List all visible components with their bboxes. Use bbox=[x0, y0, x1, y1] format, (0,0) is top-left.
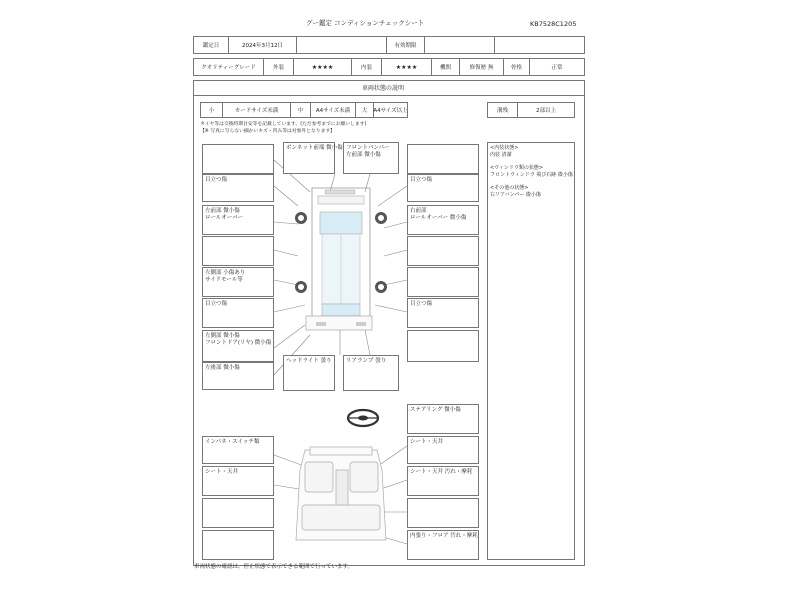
damage-box-right-2 bbox=[407, 174, 479, 202]
panel-title: 車両状態の説明 bbox=[362, 85, 405, 92]
tread-label: 溝残 bbox=[488, 103, 518, 117]
engine-label: 機関 bbox=[432, 59, 460, 75]
remarks-line-1: <内装状態> bbox=[490, 145, 519, 151]
damage-box-front-left bbox=[283, 142, 343, 174]
damage-label: 左側部 小傷あり サイドモール等 bbox=[205, 270, 246, 283]
chassis-value: 正常 bbox=[551, 65, 563, 71]
legend-large-symbol: 大 bbox=[356, 103, 374, 117]
damage-label: インパネ・スイッチ類 bbox=[205, 439, 260, 445]
damage-box-left-4 bbox=[202, 236, 274, 266]
damage-box-right-4 bbox=[407, 236, 479, 266]
damage-label: 目立つ傷 bbox=[410, 301, 433, 307]
interior-box-left-3 bbox=[202, 498, 274, 528]
damage-box-left-7 bbox=[202, 330, 274, 362]
exterior-label: 外装 bbox=[264, 59, 294, 75]
remarks-line-5: <その他の状態> bbox=[490, 185, 529, 191]
damage-label: ヘッドライト 曇り bbox=[286, 358, 332, 364]
interior-box-right-3 bbox=[407, 466, 479, 496]
interior-value: ★★★★ bbox=[382, 59, 432, 75]
remarks-line-3: <ウィンドウ類の状態> bbox=[490, 165, 544, 171]
damage-box-left-3 bbox=[202, 205, 274, 235]
damage-label: 右前部 ロールオーバー 微小傷 bbox=[410, 208, 467, 221]
footer-note: 車両状態の確認は、停止状態で表示できる範囲で行っています。 bbox=[194, 564, 354, 570]
steering-wheel bbox=[348, 410, 378, 426]
legend-small-text: カードサイズ未満 bbox=[223, 103, 291, 117]
damage-box-right-3 bbox=[407, 205, 479, 235]
tire-front-right-icon bbox=[375, 212, 387, 224]
damage-label: フロントバンパー 左前部 微小傷 bbox=[346, 145, 390, 158]
remarks-line-2: 内装 清潔 bbox=[490, 152, 512, 158]
damage-label: シート・天井 汚れ・摩耗 bbox=[410, 469, 473, 475]
tread-value: 2部以上 bbox=[536, 108, 556, 114]
note-line-2: 【※ 写真に写らない細かいキズ・凹み等は対象外となります】 bbox=[200, 129, 335, 134]
legend-large-text: A4サイズ以上 bbox=[373, 108, 408, 114]
damage-label: 目立つ傷 bbox=[410, 177, 433, 183]
damage-box-left-2 bbox=[202, 174, 274, 202]
damage-label: ステアリング 微小傷 bbox=[410, 407, 461, 413]
damage-label: リアランプ 曇り bbox=[346, 358, 387, 364]
damage-label: 左側部 微小傷 フロントドア(リヤ) 微小傷 bbox=[205, 333, 272, 346]
damage-label: 目立つ傷 bbox=[205, 301, 228, 307]
interior-box-right-1 bbox=[407, 404, 479, 434]
sheet-title: グー鑑定 コンディションチェックシート bbox=[306, 19, 425, 27]
damage-box-right-5 bbox=[407, 267, 479, 297]
exterior-value: ★★★★ bbox=[294, 59, 352, 75]
legend-mid-symbol: 中 bbox=[291, 103, 311, 117]
damage-box-left-1 bbox=[202, 144, 274, 174]
valid-label: 有効期限 bbox=[387, 37, 425, 53]
car-interior-view bbox=[296, 447, 386, 540]
damage-label: シート・天井 bbox=[410, 439, 444, 445]
chassis-label: 骨格 bbox=[504, 59, 530, 75]
date-label: 鑑定日 bbox=[194, 37, 229, 53]
damage-box-left-5 bbox=[202, 267, 274, 297]
note-line-1: タイヤ等は交換時期目安等を記載しています。(ただ参考までにお願いします) bbox=[200, 122, 367, 127]
damage-label: シート・天井 bbox=[205, 469, 239, 475]
damage-label: 左後部 微小傷 bbox=[205, 365, 240, 371]
car-top-view bbox=[306, 188, 372, 330]
interior-box-left-1 bbox=[202, 436, 274, 464]
remarks-line-6: 右リアバンパー 微小傷 bbox=[490, 192, 541, 198]
damage-box-right-6 bbox=[407, 298, 479, 328]
damage-box-rear-right bbox=[343, 355, 399, 391]
damage-box-right-1 bbox=[407, 144, 479, 174]
interior-box-left-4 bbox=[202, 530, 274, 560]
interior-box-left-2 bbox=[202, 466, 274, 496]
interior-box-right-4 bbox=[407, 498, 479, 528]
tire-rear-left-icon bbox=[295, 281, 307, 293]
interior-label: 内装 bbox=[352, 59, 382, 75]
remarks-box bbox=[487, 142, 575, 560]
damage-label: 左前部 微小傷 ロールオーバー bbox=[205, 208, 244, 221]
tire-front-left-icon bbox=[295, 212, 307, 224]
damage-label: 目立つ傷 bbox=[205, 177, 228, 183]
tire-rear-right-icon bbox=[375, 281, 387, 293]
remarks-line-4: フロントウィンドウ 飛び石跡 微小傷 bbox=[490, 172, 573, 178]
damage-label: ボンネット前端 微小傷 bbox=[286, 145, 343, 151]
sheet-id: KB7528C1205 bbox=[530, 20, 577, 28]
repair-label: 修復歴 無 bbox=[460, 59, 504, 75]
date-value: 2024年3月12日 bbox=[229, 37, 297, 53]
damage-box-front-right bbox=[343, 142, 399, 174]
damage-box-left-8 bbox=[202, 362, 274, 390]
legend-mid-text: A4サイズ未満 bbox=[311, 103, 356, 117]
quality-label: クオリティーグレード bbox=[194, 59, 264, 75]
legend-small-symbol: 小 bbox=[201, 103, 223, 117]
damage-box-left-6 bbox=[202, 298, 274, 328]
interior-box-right-2 bbox=[407, 436, 479, 464]
damage-box-right-7 bbox=[407, 330, 479, 362]
damage-box-rear-left bbox=[283, 355, 335, 391]
damage-label: 内張り・フロア 汚れ・摩耗 bbox=[410, 533, 478, 539]
interior-box-right-5 bbox=[407, 530, 479, 560]
